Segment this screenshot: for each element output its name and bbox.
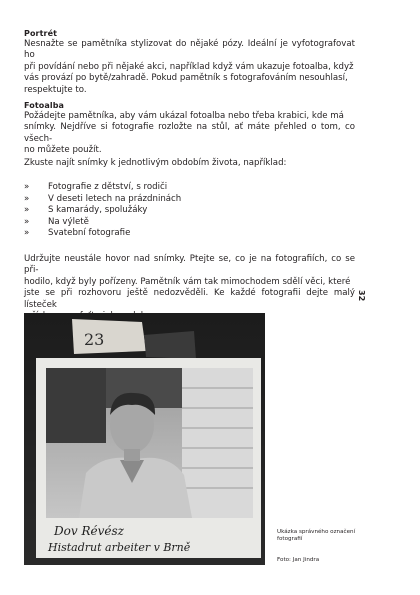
text-line: Nesnažte se pamětníka stylizovat do nějaké pózy. Ideální je vyfotografovat ho — [24, 39, 355, 61]
list-item — [24, 217, 344, 229]
photo-credit: Foto: Jan Jindra — [277, 557, 320, 563]
bullet: » — [24, 205, 30, 216]
text-line: snímky. Nejdříve si fotografie rozložte na stůl, ať máte přehled o tom, co všech- — [24, 122, 355, 144]
list-item — [24, 194, 344, 206]
text-line: Požádejte pamětníka, aby vám ukázal fotoalba nebo třeba krabici, kde má — [24, 111, 344, 121]
list-intro — [24, 158, 355, 169]
photo-period-list — [24, 182, 344, 240]
list-item-text: S kamarády, spolužáky — [48, 205, 148, 216]
list-item — [24, 228, 344, 240]
text-line: vás provází po bytě/zahradě. Pokud pamětník s fotografováním nesouhlasí, — [24, 73, 348, 84]
list-item — [24, 182, 344, 194]
section-heading-albums: Fotoalba — [24, 101, 65, 110]
bullet: » — [24, 216, 30, 227]
caption-line: fotografií — [277, 536, 303, 543]
album-photo — [24, 313, 265, 565]
bullet: » — [24, 182, 30, 192]
list-item-text: Na výletě — [48, 216, 89, 227]
paragraph-portrait — [24, 39, 355, 96]
list-item — [24, 205, 344, 217]
text-line: Udržujte neustále hovor nad snímky. Ptejte se, co je na fotografiích, co se při- — [24, 254, 355, 276]
bullet: » — [24, 193, 30, 204]
text-line: no můžete použít. — [24, 145, 102, 156]
tag-number: 23 — [84, 330, 105, 349]
handwritten-name: Dov Révész — [54, 524, 124, 538]
paragraph-albums — [24, 111, 355, 157]
list-item-text: Svatební fotografie — [48, 228, 131, 239]
text-line: při povídání nebo při nějaké akci, například když vám ukazuje fotoalba, když — [24, 61, 354, 72]
page-number: 32 — [357, 290, 366, 302]
caption-line: Ukázka správného označení — [277, 529, 356, 535]
text-line: jste se při rozhovoru ještě nedozvěděli. Ke každé fotografii dejte malý lísteček — [24, 288, 355, 310]
bullet: » — [24, 228, 30, 239]
photo-caption — [277, 529, 377, 544]
list-item-text: V deseti letech na prázdninách — [48, 193, 182, 204]
text-line: Zkuste najít snímky k jednotlivým obdobím života, například: — [24, 158, 287, 168]
handwritten-description: Histadrut arbeiter v Brně — [48, 541, 191, 554]
text-line: respektujte to. — [24, 84, 87, 95]
section-heading-portrait: Portrét — [24, 29, 58, 38]
list-item-text: Fotografie z dětství, s rodiči — [48, 182, 168, 192]
text-line: hodilo, když byly pořízeny. Pamětník vám tak mimochodem sdělí věci, které — [24, 276, 351, 287]
